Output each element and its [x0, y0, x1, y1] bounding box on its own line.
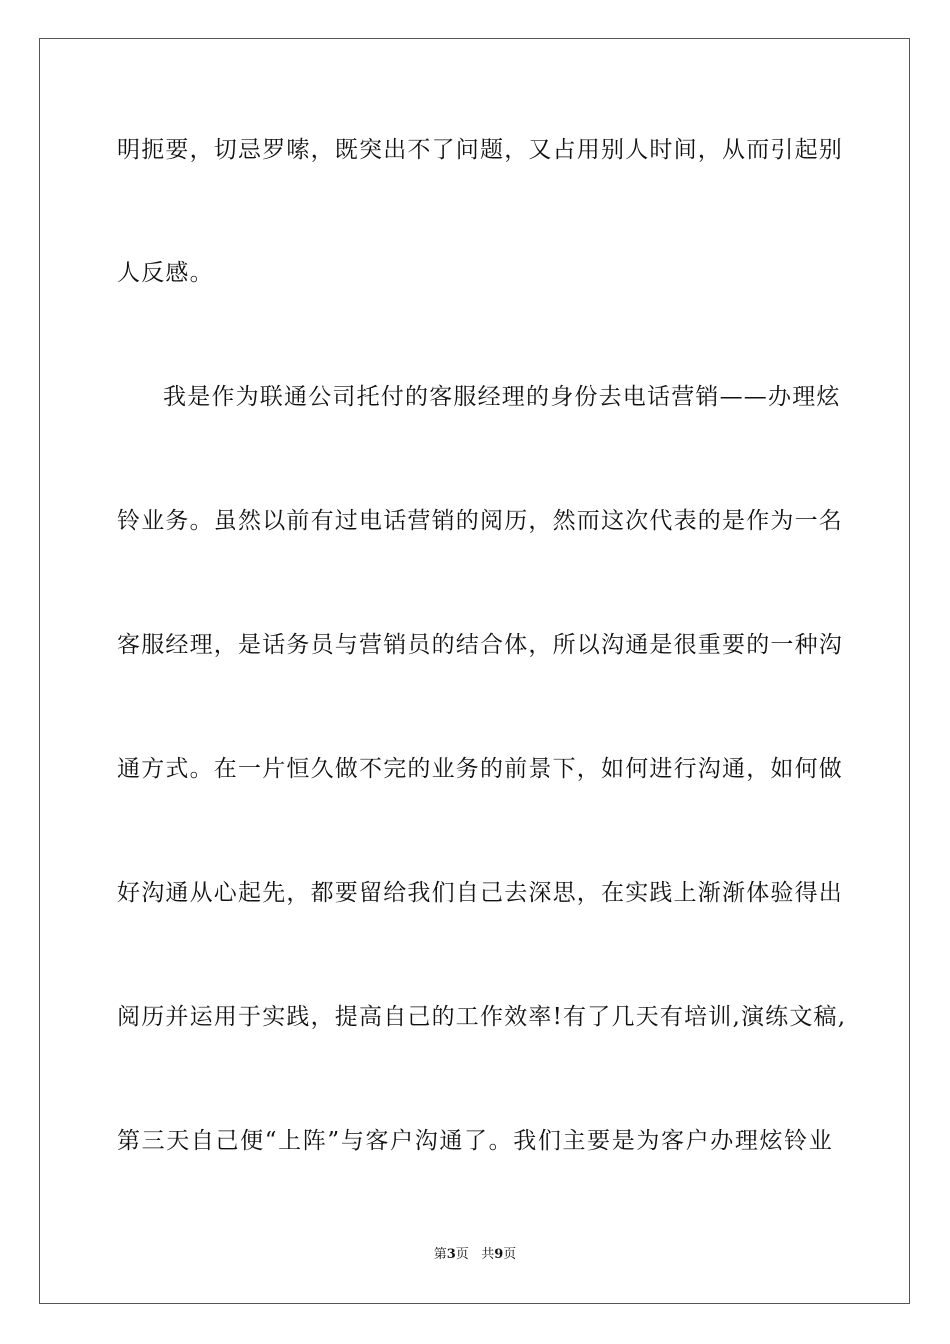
body-line-9: 第三天自己便“上阵”与客户沟通了。我们主要是为客户办理炫铃业	[117, 1128, 833, 1154]
footer-page-number: 3	[446, 1247, 456, 1262]
footer-total-prefix: 共	[481, 1247, 495, 1262]
body-line-2: 人反感。	[117, 260, 214, 286]
footer-page-suffix: 页	[455, 1247, 469, 1262]
footer-total-pages: 9	[494, 1247, 504, 1262]
body-line-1: 明扼要，切忌罗嗦，既突出不了问题，又占用别人时间，从而引起别	[117, 137, 843, 163]
footer-page-prefix: 第	[433, 1247, 447, 1262]
page-border	[39, 38, 910, 1304]
page-footer	[0, 1246, 950, 1264]
body-line-5: 客服经理，是话务员与营销员的结合体，所以沟通是很重要的一种沟	[117, 632, 843, 658]
footer-total-suffix: 页	[503, 1247, 517, 1262]
body-line-3: 我是作为联通公司托付的客服经理的身份去电话营销——办理炫	[163, 384, 841, 410]
body-line-4: 铃业务。虽然以前有过电话营销的阅历，然而这次代表的是作为一名	[117, 508, 843, 534]
body-line-6: 通方式。在一片恒久做不完的业务的前景下，如何进行沟通，如何做	[117, 756, 843, 782]
body-line-7: 好沟通从心起先，都要留给我们自己去深思，在实践上渐渐体验得出	[117, 880, 843, 906]
body-line-8: 阅历并运用于实践，提高自己的工作效率!有了几天有培训,演练文稿,	[117, 1004, 847, 1030]
